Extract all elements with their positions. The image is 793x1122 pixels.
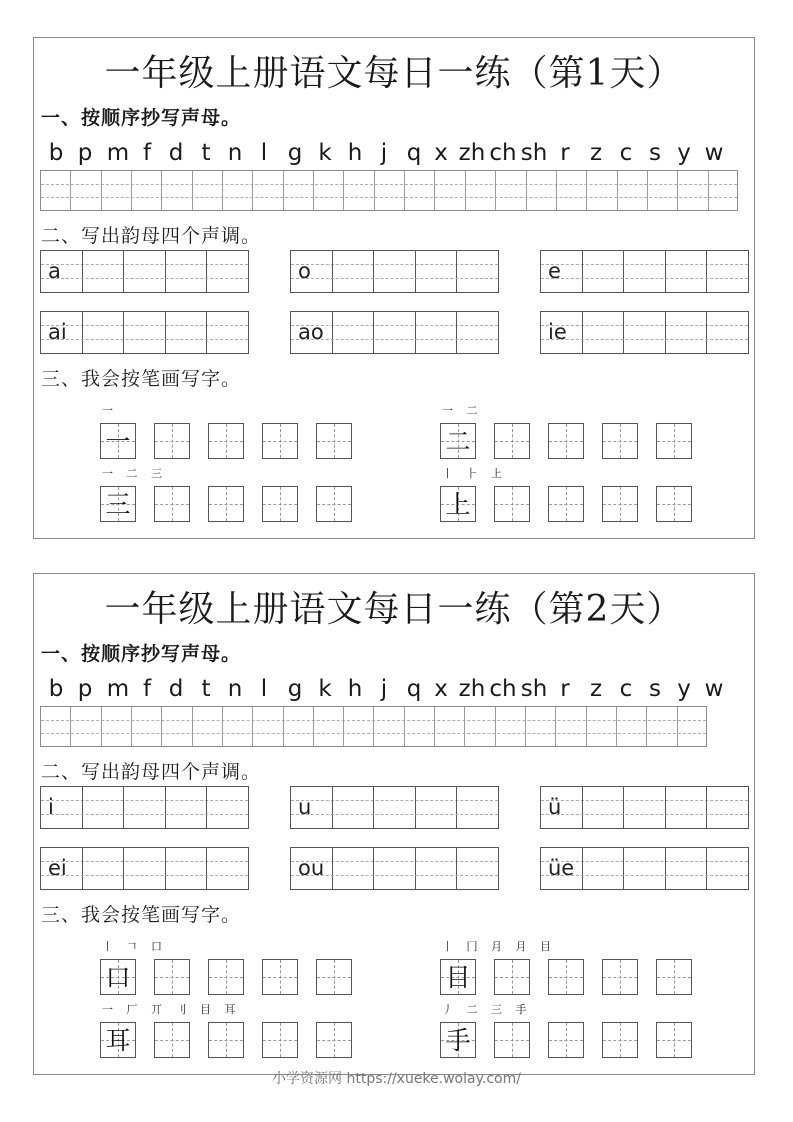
grid-cell[interactable] bbox=[435, 171, 465, 210]
grid-cell[interactable] bbox=[162, 707, 192, 746]
grid-cell[interactable] bbox=[496, 171, 526, 210]
grid-cell[interactable] bbox=[375, 171, 405, 210]
vowel-tone-box[interactable] bbox=[290, 847, 499, 890]
tone-writing-cell[interactable] bbox=[666, 251, 708, 292]
tone-writing-cell[interactable] bbox=[624, 848, 666, 889]
tianzige-writing-box[interactable] bbox=[602, 959, 638, 995]
vowel-tone-box[interactable] bbox=[290, 311, 499, 354]
tone-writing-cell[interactable] bbox=[124, 848, 166, 889]
initial-letter: d bbox=[168, 140, 184, 166]
initial-letter: w bbox=[704, 676, 724, 702]
grid-cell[interactable] bbox=[618, 171, 648, 210]
tianzige-writing-box[interactable] bbox=[154, 959, 190, 995]
vowel-tone-box[interactable] bbox=[540, 311, 749, 354]
tone-writing-cell[interactable] bbox=[374, 787, 416, 828]
tone-writing-cell[interactable] bbox=[707, 251, 749, 292]
model-character: 口 bbox=[105, 963, 131, 992]
initial-letter: y bbox=[677, 140, 691, 166]
vowel-tone-box[interactable] bbox=[540, 250, 749, 293]
stroke-order: 丿 二 三 手 bbox=[442, 1003, 532, 1016]
tone-writing-cell[interactable] bbox=[666, 848, 708, 889]
model-character: 三 bbox=[105, 490, 131, 519]
tone-writing-cell[interactable] bbox=[83, 848, 125, 889]
tone-writing-cell[interactable] bbox=[457, 251, 499, 292]
section-2-heading: 二、写出韵母四个声调。 bbox=[41, 225, 262, 247]
grid-cell[interactable] bbox=[284, 707, 314, 746]
initial-letter: t bbox=[201, 140, 211, 166]
stroke-order: 丨 𠃍 口 bbox=[102, 940, 167, 953]
grid-cell[interactable] bbox=[41, 171, 71, 210]
tianzige-writing-box[interactable] bbox=[262, 486, 298, 522]
tone-writing-cell[interactable] bbox=[374, 251, 416, 292]
tone-writing-cell[interactable] bbox=[374, 848, 416, 889]
tone-writing-cell[interactable] bbox=[707, 312, 749, 353]
vowel-label: ie bbox=[548, 320, 567, 344]
tianzige-writing-box[interactable] bbox=[154, 486, 190, 522]
initial-letter: c bbox=[619, 140, 633, 166]
tianzige-writing-box[interactable] bbox=[316, 959, 352, 995]
vowel-label-cell bbox=[291, 848, 333, 889]
tianzige-writing-box[interactable] bbox=[262, 1022, 298, 1058]
vowel-tone-box[interactable] bbox=[40, 311, 249, 354]
grid-cell[interactable] bbox=[466, 171, 496, 210]
tianzige-writing-box[interactable] bbox=[208, 486, 244, 522]
tianzige-writing-box[interactable] bbox=[548, 1022, 584, 1058]
tone-writing-cell[interactable] bbox=[166, 787, 208, 828]
grid-cell[interactable] bbox=[223, 707, 253, 746]
section-2-heading: 二、写出韵母四个声调。 bbox=[41, 761, 262, 783]
vowel-label-cell bbox=[541, 848, 583, 889]
tianzige-writing-box[interactable] bbox=[494, 486, 530, 522]
model-character: 耳 bbox=[105, 1026, 131, 1055]
footer-watermark: 小学资源网 https://xueke.wolay.com/ bbox=[272, 1071, 521, 1087]
model-character-box bbox=[440, 959, 476, 995]
vowel-label: ai bbox=[48, 320, 67, 344]
grid-cell[interactable] bbox=[223, 171, 253, 210]
model-character: 手 bbox=[445, 1026, 471, 1055]
worksheet-title: 一年级上册语文每日一练（第1天） bbox=[104, 53, 684, 94]
tone-writing-cell[interactable] bbox=[207, 848, 249, 889]
tone-writing-cell[interactable] bbox=[666, 312, 708, 353]
tianzige-writing-box[interactable] bbox=[602, 423, 638, 459]
grid-cell[interactable] bbox=[253, 707, 283, 746]
initial-letter: b bbox=[48, 140, 64, 166]
vowel-label: u bbox=[298, 795, 312, 819]
grid-cell[interactable] bbox=[41, 707, 71, 746]
initial-letter: l bbox=[260, 676, 268, 702]
initial-letter: sh bbox=[520, 676, 548, 702]
tone-writing-cell[interactable] bbox=[207, 312, 249, 353]
grid-cell[interactable] bbox=[557, 171, 587, 210]
grid-cell[interactable] bbox=[587, 171, 617, 210]
grid-cell[interactable] bbox=[496, 707, 526, 746]
initial-letter: g bbox=[287, 140, 303, 166]
initial-letter: q bbox=[406, 140, 422, 166]
tianzige-writing-box[interactable] bbox=[316, 486, 352, 522]
grid-cell[interactable] bbox=[344, 171, 374, 210]
tianzige-writing-box[interactable] bbox=[656, 486, 692, 522]
initial-letter: k bbox=[318, 140, 332, 166]
tone-writing-cell[interactable] bbox=[457, 312, 499, 353]
vowel-tone-box[interactable] bbox=[40, 786, 249, 829]
stroke-order: 一 厂 丌 刂 目 耳 bbox=[102, 1003, 241, 1016]
tone-writing-cell[interactable] bbox=[416, 787, 458, 828]
model-character: 二 bbox=[445, 427, 471, 456]
tone-writing-cell[interactable] bbox=[583, 312, 625, 353]
grid-cell[interactable] bbox=[193, 707, 223, 746]
initial-letter: sh bbox=[520, 140, 548, 166]
tone-writing-cell[interactable] bbox=[333, 787, 375, 828]
vowel-tone-box[interactable] bbox=[290, 250, 499, 293]
worksheet-day-1 bbox=[33, 37, 755, 539]
grid-cell[interactable] bbox=[284, 171, 314, 210]
tianzige-writing-box[interactable] bbox=[154, 423, 190, 459]
tone-writing-cell[interactable] bbox=[707, 787, 749, 828]
grid-cell[interactable] bbox=[587, 707, 617, 746]
initial-letter: k bbox=[318, 676, 332, 702]
grid-cell[interactable] bbox=[678, 707, 708, 746]
grid-cell[interactable] bbox=[465, 707, 495, 746]
tone-writing-cell[interactable] bbox=[666, 787, 708, 828]
grid-cell[interactable] bbox=[678, 171, 708, 210]
tianzige-writing-box[interactable] bbox=[656, 1022, 692, 1058]
tone-writing-cell[interactable] bbox=[583, 251, 625, 292]
initial-letter: ch bbox=[489, 676, 517, 702]
tone-writing-cell[interactable] bbox=[124, 787, 166, 828]
vowel-label-cell bbox=[41, 251, 83, 292]
tone-writing-cell[interactable] bbox=[416, 312, 458, 353]
initial-letter: p bbox=[77, 676, 93, 702]
tone-writing-cell[interactable] bbox=[416, 848, 458, 889]
grid-cell[interactable] bbox=[193, 171, 223, 210]
tianzige-writing-box[interactable] bbox=[316, 423, 352, 459]
worksheet-day-2 bbox=[33, 573, 755, 1075]
initial-letter: l bbox=[260, 140, 268, 166]
tone-writing-cell[interactable] bbox=[624, 312, 666, 353]
vowel-tone-box[interactable] bbox=[540, 786, 749, 829]
tone-writing-cell[interactable] bbox=[83, 312, 125, 353]
model-character-box bbox=[100, 423, 136, 459]
grid-cell[interactable] bbox=[556, 707, 586, 746]
initial-letter: x bbox=[434, 140, 448, 166]
stroke-order: 丨 ⺊ 上 bbox=[442, 467, 507, 480]
tianzige-writing-box[interactable] bbox=[208, 423, 244, 459]
vowel-label-cell bbox=[291, 787, 333, 828]
initial-letter: b bbox=[48, 676, 64, 702]
copy-grid[interactable] bbox=[40, 706, 707, 747]
initial-letter: y bbox=[677, 676, 691, 702]
initial-letter: w bbox=[704, 140, 724, 166]
initial-letter: f bbox=[142, 140, 152, 166]
grid-cell[interactable] bbox=[405, 171, 435, 210]
grid-cell[interactable] bbox=[374, 707, 404, 746]
model-character-box bbox=[440, 486, 476, 522]
tianzige-writing-box[interactable] bbox=[494, 959, 530, 995]
initial-letter: h bbox=[347, 140, 363, 166]
vowel-label-cell bbox=[41, 848, 83, 889]
grid-cell[interactable] bbox=[526, 707, 556, 746]
tianzige-writing-box[interactable] bbox=[208, 959, 244, 995]
stroke-order: 丨 冂 月 月 目 bbox=[442, 940, 556, 953]
initial-letter: j bbox=[380, 140, 388, 166]
model-character-box bbox=[100, 486, 136, 522]
copy-grid[interactable] bbox=[40, 170, 738, 211]
grid-cell[interactable] bbox=[527, 171, 557, 210]
tone-writing-cell[interactable] bbox=[457, 848, 499, 889]
tone-writing-cell[interactable] bbox=[124, 312, 166, 353]
stroke-order: 一 二 bbox=[442, 404, 483, 417]
tianzige-writing-box[interactable] bbox=[494, 423, 530, 459]
tianzige-writing-box[interactable] bbox=[208, 1022, 244, 1058]
grid-cell[interactable] bbox=[314, 171, 344, 210]
tianzige-writing-box[interactable] bbox=[656, 423, 692, 459]
vowel-label: üe bbox=[548, 856, 575, 880]
initial-letter: x bbox=[434, 676, 448, 702]
initial-letter: zh bbox=[458, 140, 486, 166]
vowel-tone-box[interactable] bbox=[40, 847, 249, 890]
tone-writing-cell[interactable] bbox=[207, 787, 249, 828]
vowel-label-cell bbox=[541, 312, 583, 353]
vowel-label-cell bbox=[291, 251, 333, 292]
vowel-label: e bbox=[548, 259, 561, 283]
tone-writing-cell[interactable] bbox=[333, 848, 375, 889]
tone-writing-cell[interactable] bbox=[374, 312, 416, 353]
initial-letter: z bbox=[589, 140, 603, 166]
tone-writing-cell[interactable] bbox=[166, 251, 208, 292]
tianzige-writing-box[interactable] bbox=[316, 1022, 352, 1058]
tone-writing-cell[interactable] bbox=[583, 787, 625, 828]
grid-cell[interactable] bbox=[253, 171, 283, 210]
tianzige-writing-box[interactable] bbox=[262, 959, 298, 995]
model-character-box bbox=[100, 959, 136, 995]
grid-cell[interactable] bbox=[102, 707, 132, 746]
grid-cell[interactable] bbox=[648, 171, 678, 210]
stroke-order: 一 二 三 bbox=[102, 467, 167, 480]
tianzige-writing-box[interactable] bbox=[494, 1022, 530, 1058]
grid-cell[interactable] bbox=[132, 707, 162, 746]
initial-letter: c bbox=[619, 676, 633, 702]
section-1-heading: 一、按顺序抄写声母。 bbox=[41, 643, 242, 665]
initial-letter: r bbox=[560, 140, 570, 166]
tone-writing-cell[interactable] bbox=[624, 251, 666, 292]
vowel-label-cell bbox=[291, 312, 333, 353]
initial-letter: n bbox=[227, 676, 243, 702]
vowel-tone-box[interactable] bbox=[540, 847, 749, 890]
vowel-label-cell bbox=[41, 787, 83, 828]
tone-writing-cell[interactable] bbox=[333, 312, 375, 353]
grid-cell[interactable] bbox=[71, 171, 101, 210]
grid-cell[interactable] bbox=[162, 171, 192, 210]
tianzige-writing-box[interactable] bbox=[548, 486, 584, 522]
initial-letter: d bbox=[168, 676, 184, 702]
grid-cell[interactable] bbox=[405, 707, 435, 746]
tianzige-writing-box[interactable] bbox=[548, 423, 584, 459]
grid-cell[interactable] bbox=[709, 171, 739, 210]
grid-cell[interactable] bbox=[617, 707, 647, 746]
initial-letter: m bbox=[106, 676, 130, 702]
tone-writing-cell[interactable] bbox=[166, 312, 208, 353]
initial-letter: t bbox=[201, 676, 211, 702]
vowel-label: o bbox=[298, 259, 311, 283]
initial-letter: j bbox=[380, 676, 388, 702]
grid-cell[interactable] bbox=[435, 707, 465, 746]
tone-writing-cell[interactable] bbox=[166, 848, 208, 889]
tianzige-writing-box[interactable] bbox=[602, 486, 638, 522]
vowel-label: ao bbox=[298, 320, 324, 344]
tone-writing-cell[interactable] bbox=[207, 251, 249, 292]
tone-writing-cell[interactable] bbox=[333, 251, 375, 292]
vowel-label: ü bbox=[548, 795, 562, 819]
grid-cell[interactable] bbox=[344, 707, 374, 746]
tone-writing-cell[interactable] bbox=[583, 848, 625, 889]
vowel-label: i bbox=[48, 795, 54, 819]
initial-letter: s bbox=[649, 140, 661, 166]
section-3-heading: 三、我会按笔画写字。 bbox=[41, 368, 242, 390]
tone-writing-cell[interactable] bbox=[83, 787, 125, 828]
tone-writing-cell[interactable] bbox=[416, 251, 458, 292]
initial-letter: z bbox=[589, 676, 603, 702]
initial-letter: h bbox=[347, 676, 363, 702]
vowel-label: ou bbox=[298, 856, 325, 880]
model-character-box bbox=[440, 423, 476, 459]
vowel-label-cell bbox=[541, 251, 583, 292]
model-character: 上 bbox=[445, 490, 471, 519]
model-character: 目 bbox=[445, 963, 471, 992]
initial-letter: q bbox=[406, 676, 422, 702]
section-1-heading: 一、按顺序抄写声母。 bbox=[41, 107, 242, 129]
tianzige-writing-box[interactable] bbox=[656, 959, 692, 995]
tone-writing-cell[interactable] bbox=[124, 251, 166, 292]
vowel-label-cell bbox=[41, 312, 83, 353]
tone-writing-cell[interactable] bbox=[707, 848, 749, 889]
initial-letter: g bbox=[287, 676, 303, 702]
initial-letter: n bbox=[227, 140, 243, 166]
tone-writing-cell[interactable] bbox=[83, 251, 125, 292]
vowel-tone-box[interactable] bbox=[290, 786, 499, 829]
tianzige-writing-box[interactable] bbox=[262, 423, 298, 459]
grid-cell[interactable] bbox=[71, 707, 101, 746]
model-character: 一 bbox=[105, 427, 131, 456]
tianzige-writing-box[interactable] bbox=[154, 1022, 190, 1058]
tone-writing-cell[interactable] bbox=[624, 787, 666, 828]
grid-cell[interactable] bbox=[647, 707, 677, 746]
tianzige-writing-box[interactable] bbox=[548, 959, 584, 995]
model-character-box bbox=[100, 1022, 136, 1058]
initial-letter: zh bbox=[458, 676, 486, 702]
grid-cell[interactable] bbox=[102, 171, 132, 210]
section-3-heading: 三、我会按笔画写字。 bbox=[41, 904, 242, 926]
grid-cell[interactable] bbox=[132, 171, 162, 210]
model-character-box bbox=[440, 1022, 476, 1058]
vowel-label-cell bbox=[541, 787, 583, 828]
initial-letter: m bbox=[106, 140, 130, 166]
grid-cell[interactable] bbox=[314, 707, 344, 746]
tianzige-writing-box[interactable] bbox=[602, 1022, 638, 1058]
vowel-label: a bbox=[48, 259, 61, 283]
stroke-order: 一 bbox=[102, 404, 118, 417]
initial-letter: ch bbox=[489, 140, 517, 166]
vowel-tone-box[interactable] bbox=[40, 250, 249, 293]
initial-letter: r bbox=[560, 676, 570, 702]
initial-letter: s bbox=[649, 676, 661, 702]
initial-letter: f bbox=[142, 676, 152, 702]
worksheet-title: 一年级上册语文每日一练（第2天） bbox=[104, 589, 684, 630]
initial-letter: p bbox=[77, 140, 93, 166]
vowel-label: ei bbox=[48, 856, 67, 880]
tone-writing-cell[interactable] bbox=[457, 787, 499, 828]
